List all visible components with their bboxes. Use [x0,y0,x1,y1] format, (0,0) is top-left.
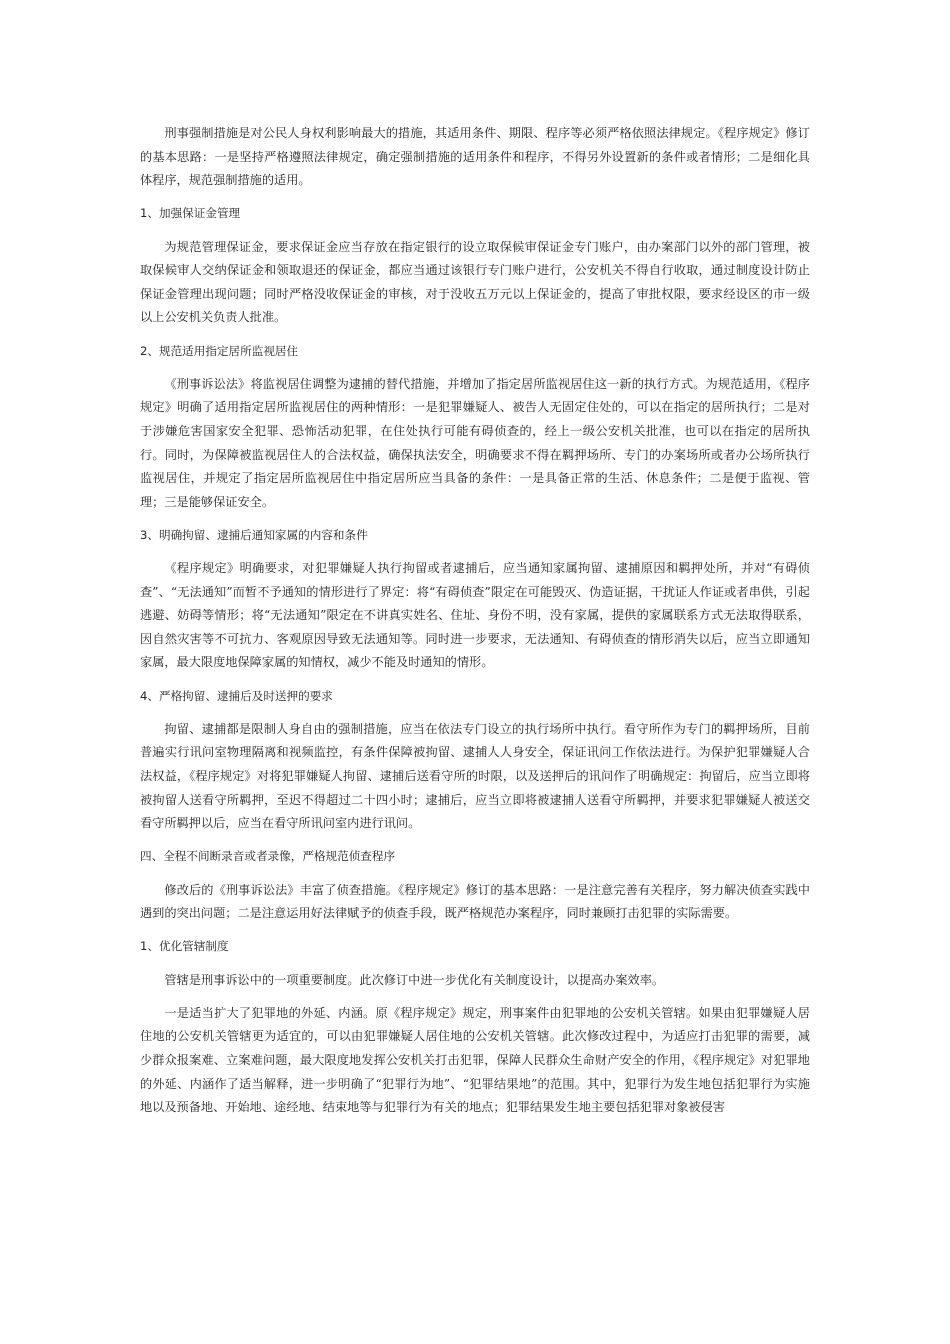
section-heading: 四、全程不间断录音或者录像，严格规范侦查程序 [140,849,396,864]
paragraph: 《程序规定》明确要求，对犯罪嫌疑人执行拘留或者逮捕后，应当通知家属拘留、逮捕原因和羁押处所，并对“有碍侦查”、“无法通知”而暂不予通知的情形进行了界定：将“有碍侦查”限定在可能毁灭、伪造证据，干扰证人作证或者串供，引起逃避、妨碍等情形；将“无法通知”限定在不讲真实姓名、住址、身份不明，没有家属，提供的家属联系方式无法取得联系，因自然灾害等不可抗力、客观原因导致无法通知等。同时进一步要求，无法通知、有碍侦查的情形消失以后，应当立即通知家属，最大限度地保障家属的知情权，减少不能及时通知的情形。 [140,561,810,670]
section-heading: 2、规范适用指定居所监视居住 [140,343,299,358]
section-heading: 4、严格拘留、逮捕后及时送押的要求 [140,688,333,703]
section-heading: 3、明确拘留、逮捕后通知家属的内容和条件 [140,527,368,542]
paragraph: 管辖是刑事诉讼中的一项重要制度。此次修订中进一步优化有关制度设计，以提高办案效率。 [164,972,665,987]
paragraph: 拘留、逮捕都是限制人身自由的强制措施，应当在依法专门设立的执行场所中执行。看守所作为专门的羁押场所，目前普遍实行讯问室物理隔离和视频监控，有条件保障被拘留、逮捕人人身安全，保证讯问工作依法进行。为保护犯罪嫌疑人合法权益，《程序规定》对将犯罪嫌疑人拘留、逮捕后送看守所的时限，以及送押后的讯问作了明确规定：拘留后，应当立即将被拘留人送看守所羁押，至迟不得超过二十四小时；逮捕后，应当立即将被逮捕人送看守所羁押，并要求犯罪嫌疑人被送交看守所羁押以后，应当在看守所讯问室内进行讯问。 [140,721,810,831]
paragraph: 一是适当扩大了犯罪地的外延、内涵。原《程序规定》规定，刑事案件由犯罪地的公安机关管辖。如果由犯罪嫌疑人居住地的公安机关管辖更为适宜的，可以由犯罪嫌疑人居住地的公安机关管辖。此次修改过程中，为适应打击犯罪的需要，减少群众报案难、立案难问题，最大限度地发挥公安机关打击犯罪，保障人民群众生命财产安全的作用，《程序规定》对犯罪地的外延、内涵作了适当解释，进一步明确了“犯罪行为地”、“犯罪结果地”的范围。其中，犯罪行为发生地包括犯罪行为实施地以及预备地、开始地、途经地、结束地等与犯罪行为有关的地点；犯罪结果发生地主要包括犯罪对象被侵害 [140,1005,810,1115]
paragraph: 《刑事诉讼法》将监视居住调整为逮捕的替代措施，并增加了指定居所监视居住这一新的执行方式。为规范适用，《程序规定》明确了适用指定居所监视居住的两种情形：一是犯罪嫌疑人、被告人无固定住处的，可以在指定的居所执行；二是对于涉嫌危害国家安全犯罪、恐怖活动犯罪，在住处执行可能有碍侦查的，经上一级公安机关批准，也可以在指定的居所执行。同时，为保障被监视居住人的合法权益，确保执法安全，明确要求不得在羁押场所、专门的办案场所或者办公场所执行监视居住，并规定了指定居所监视居住中指定居所应当具备的条件：一是具备正常的生活、休息条件；二是便于监视、管理；三是能够保证安全。 [140,376,810,509]
section-heading: 1、优化管辖制度 [140,939,229,954]
paragraph: 修改后的《刑事诉讼法》丰富了侦查措施。《程序规定》修订的基本思路：一是注意完善有关程序，努力解决侦查实践中遇到的突出问题；二是注意运用好法律赋予的侦查手段，既严格规范办案程序，同时兼顾打击犯罪的实际需要。 [140,882,810,921]
document-body [140,122,810,1129]
paragraph: 为规范管理保证金，要求保证金应当存放在指定银行的设立取保候审保证金专门账户，由办案部门以外的部门管理，被取保候审人交纳保证金和领取退还的保证金，都应当通过该银行专门账户进行，公安机关不得自行收取，通过制度设计防止保证金管理出现问题；同时严格没收保证金的审核，对于没收五万元以上保证金的，提高了审批权限，要求经设区的市一级以上公安机关负责人批准。 [140,239,810,325]
paragraph: 刑事强制措施是对公民人身权利影响最大的措施，其适用条件、期限、程序等必须严格依照法律规定。《程序规定》修订的基本思路：一是坚持严格遵照法律规定，确定强制措施的适用条件和程序，不得另外设置新的条件或者情形；二是细化具体程序，规范强制措施的适用。 [140,126,810,188]
section-heading: 1、加强保证金管理 [140,206,241,221]
